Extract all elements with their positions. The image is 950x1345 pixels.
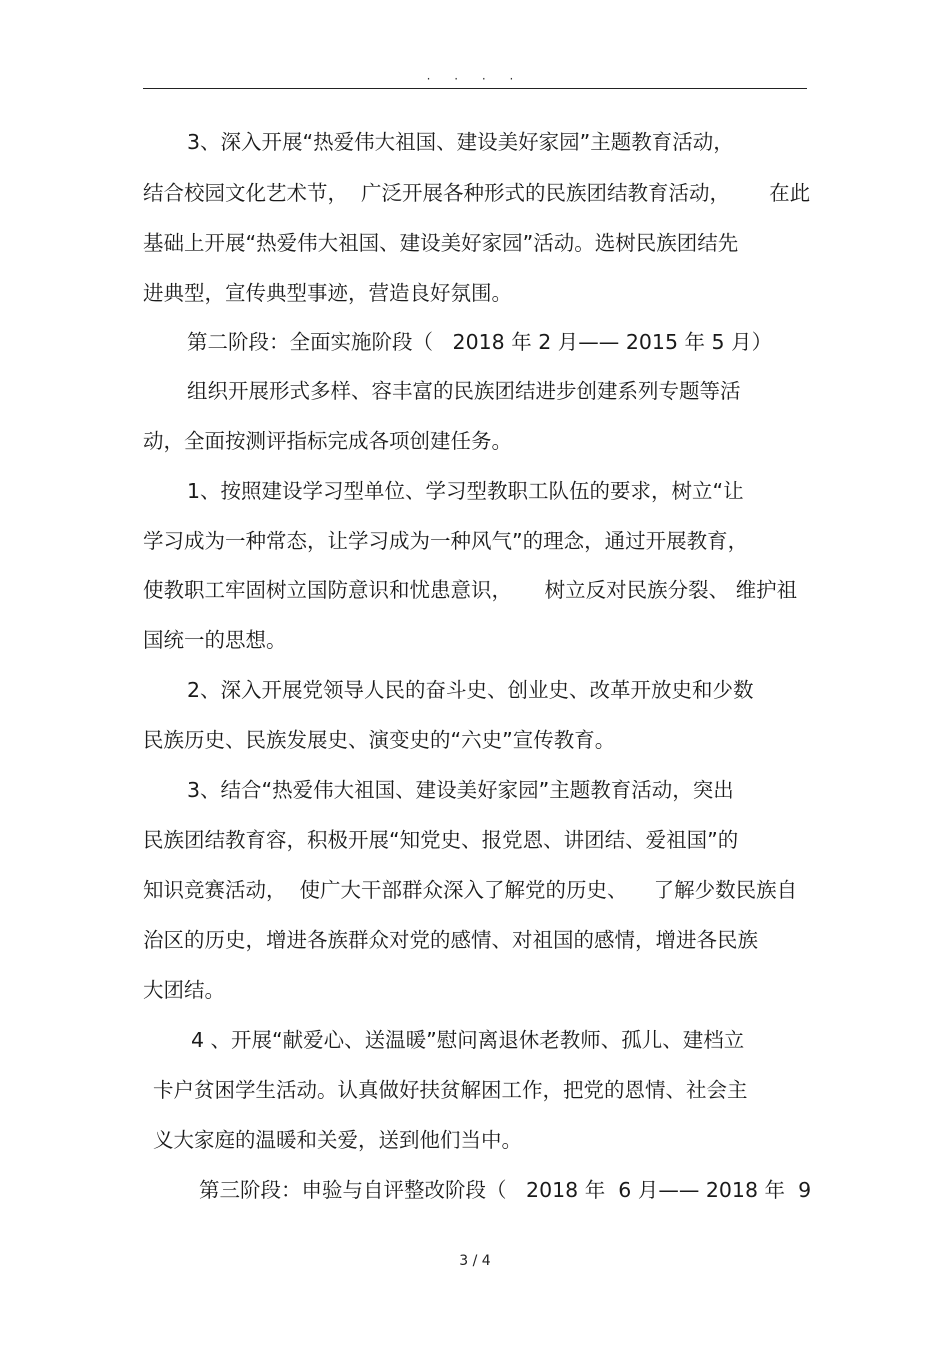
text-line-15: 民族团结教育容，积极开展“知党史、报党恩、讲团结、爱祖国”的: [143, 828, 739, 852]
text-line-13: 民族历史、民族发展史、演变史的“六史”宣传教育。: [143, 728, 616, 752]
text-line-20: 卡户贫困学生活动。认真做好扶贫解困工作，把党的恩情、社会主: [153, 1078, 748, 1102]
text-line-18: 大团结。: [143, 978, 225, 1002]
text-line-11: 国统一的思想。: [143, 628, 287, 652]
header-dots: · · · ·: [426, 72, 524, 86]
text-line-2: 结合校园文化艺术节， 广泛开展各种形式的民族团结教育活动， 在此: [143, 181, 811, 205]
text-line-16: 知识竞赛活动， 使广大干部群众深入了解党的历史、 了解少数民族自: [143, 878, 798, 902]
section-heading-stage-2: 第二阶段：全面实施阶段（ 2018 年 2 月—— 2015 年 5 月）: [187, 330, 773, 354]
text-line-17: 治区的历史，增进各族群众对党的感情、对祖国的感情，增进各民族: [143, 928, 758, 952]
text-line-4: 进典型，宣传典型事迹，营造良好氛围。: [143, 281, 512, 305]
text-line-21: 义大家庭的温暖和关爱，送到他们当中。: [153, 1128, 522, 1152]
page-number: 3 / 4: [459, 1253, 491, 1269]
text-line-14: 3、结合“热爱伟大祖国、建设美好家园”主题教育活动，突出: [187, 778, 734, 802]
header-rule: [143, 88, 807, 89]
text-line-3: 基础上开展“热爱伟大祖国、建设美好家园”活动。选树民族团结先: [143, 231, 739, 255]
text-line-12: 2、深入开展党领导人民的奋斗史、创业史、改革开放史和少数: [187, 678, 754, 702]
section-heading-stage-3: 第三阶段：申验与自评整改阶段（ 2018 年 6 月—— 2018 年 9: [199, 1178, 812, 1202]
text-line-7: 动，全面按测评指标完成各项创建任务。: [143, 429, 512, 453]
text-line-9: 学习成为一种常态，让学习成为一种风气”的理念，通过开展教育，: [143, 529, 749, 553]
text-line-1: 3、深入开展“热爱伟大祖国、建设美好家园”主题教育活动，: [187, 130, 734, 154]
text-line-8: 1、按照建设学习型单位、学习型教职工队伍的要求，树立“让: [187, 479, 744, 503]
text-line-19: 4 、开展“献爱心、送温暖”慰问离退休老教师、孤儿、建档立: [191, 1028, 745, 1052]
text-line-6: 组织开展形式多样、容丰富的民族团结进步创建系列专题等活: [187, 379, 741, 403]
text-line-10: 使教职工牢固树立国防意识和忧患意识， 树立反对民族分裂、 维护祖: [143, 578, 798, 602]
